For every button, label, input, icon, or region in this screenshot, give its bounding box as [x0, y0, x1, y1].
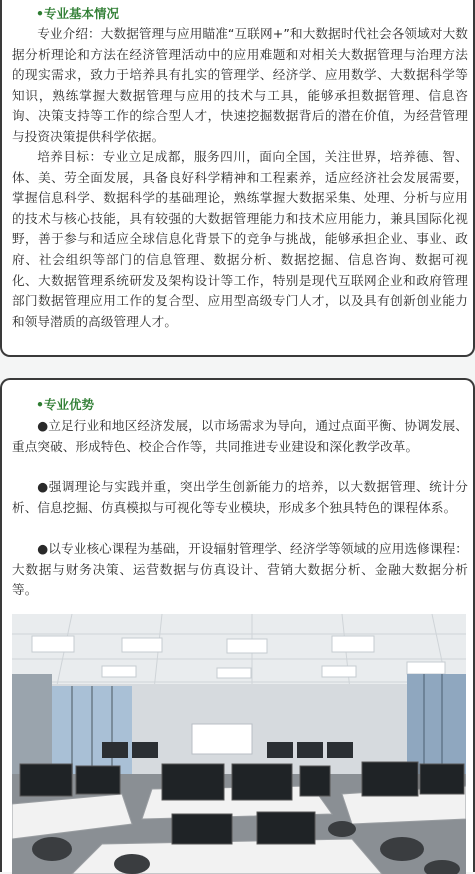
advantages-card	[0, 378, 475, 872]
intro-card	[0, 0, 475, 357]
advantage-point-1: ●立足行业和地区经济发展，以市场需求为导向，通过点面平衡、协调发展、重点突破、形成特色、校企合作等，共同推进专业建设和深化教学改革。	[12, 418, 468, 454]
training-goal-paragraph: 培养目标：专业立足成都，服务四川，面向全国，关注世界，培养德、智、体、美、劳全面发展，具备良好科学精神和工程素养，适应经济社会发展需要，掌握信息科学、数据科学的基础理论，熟练掌握大数据采集、处理、分析与应用的技术与核心技能，具有较强的大数据管理能力和技术应用能力，兼具国际化视野，善于参与和适应全球信息化背景下的竞争与挑战，能够承担企业、事业、政府、社会组织等部门的信息管理、数据分析、数据挖掘、信息咨询、数据可视化、大数据管理系统研发及架构设计等工作，特别是现代互联网企业和政府管理部门数据管理应用工作的复合型、应用型高级专门人才，以及具有创新创业能力和领导潜质的高级管理人才。	[12, 149, 468, 329]
section-title-basic-info: •专业基本情况	[36, 6, 119, 21]
major-introduction-paragraph: 专业介绍：大数据管理与应用瞄准“互联网+”和大数据时代社会各领域对大数据分析理论和方法在经济管理活动中的应用难题和对相关大数据管理与治理方法的现实需求，致力于培养具有扎实的管理学、经济学、应用数学、大数据科学等知识，熟练掌握大数据管理与应用的技术与工具，能够承担数据管理、信息咨询、决策支持等工作的综合型人才，快速挖掘数据背后的潜在价值，为经营管理与投资决策提供科学依据。	[12, 26, 468, 144]
computer-lab-photo	[12, 614, 466, 874]
section-title-advantages: •专业优势	[36, 397, 94, 412]
advantage-point-3: ●以专业核心课程为基础，开设辐射管理学、经济学等领域的应用选修课程：大数据与财务决策、运营数据与仿真设计、营销大数据分析、金融大数据分析等。	[12, 541, 468, 598]
advantage-point-2: ●强调理论与实践并重，突出学生创新能力的培养，以大数据管理、统计分析、信息挖掘、仿真模拟与可视化等专业模块，形成多个独具特色的课程体系。	[12, 479, 468, 515]
